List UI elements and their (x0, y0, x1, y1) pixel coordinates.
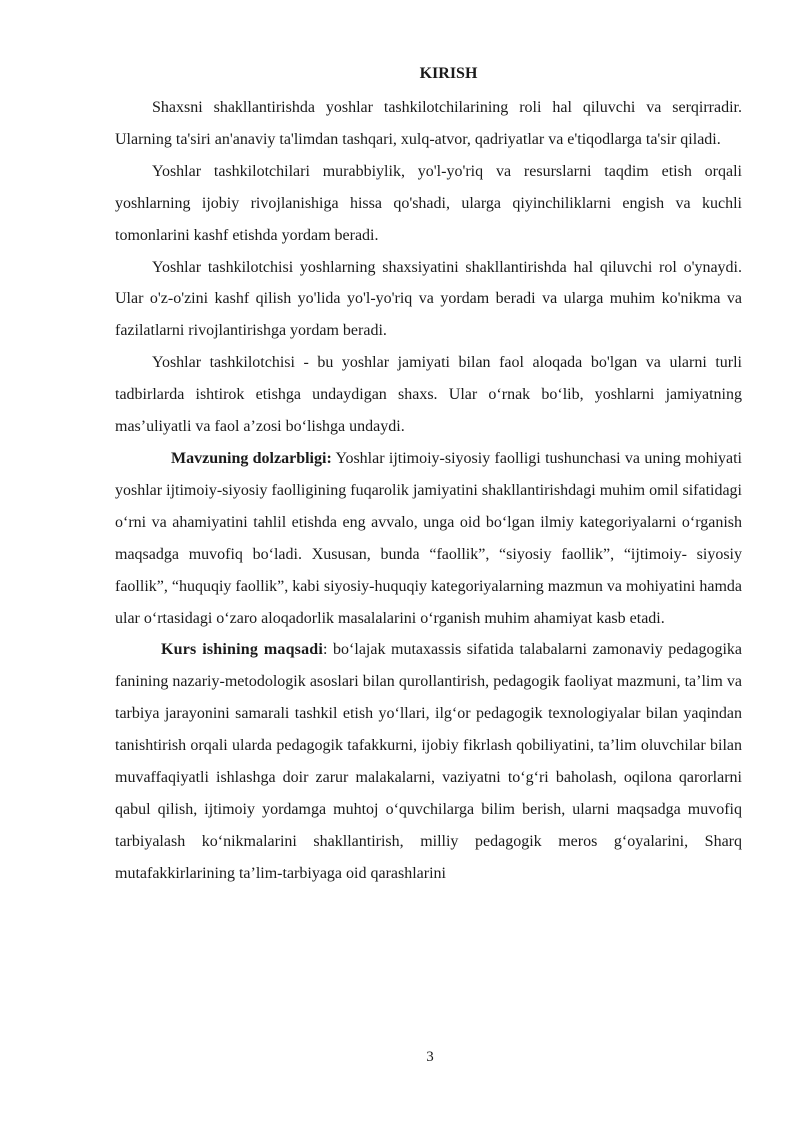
paragraph-text: Shaxsni shakllantirishda yoshlar tashkilotchilarining roli hal qiluvchi va serqirradir. Ularning ta'siri an'anaviy ta'limdan tashqari, xulq-atvor, qadriyatlar va e'tiqodlarga ta'sir qiladi. (115, 99, 742, 148)
paragraph-relevance (115, 443, 742, 634)
paragraph-4 (115, 347, 742, 443)
page-number: 3 (426, 1049, 434, 1065)
paragraph-text: Yoshlar ijtimoiy-siyosiy faolligi tushunchasi va uning mohiyati yoshlar ijtimoiy-siyosiy faolligining fuqarolik jamiyatini shakllantirishdagi muhim omil sifatidagi o‘rni va ahamiyatini tahlil etishda eng avvalo, unga oid bo‘lgan ilmiy kategoriyalarni o‘rganish maqsadga muvofiq bo‘ladi. Xususan, bunda “faollik”, “siyosiy faollik”, “ijtimoiy- siyosiy faollik”, “huquqiy faollik”, kabi siyosiy-huquqiy kategoriyalarning mazmun va mohiyatini hamda ular o‘rtasidagi o‘zaro aloqadorlik masalalarini o‘rganish muhim ahamiyat kasb etadi. (115, 449, 743, 627)
paragraph-text: Yoshlar tashkilotchisi - bu yoshlar jamiyati bilan faol aloqada bo'lgan va ularni turli tadbirlarda ishtirok etishga undaydigan shaxs. Ular o‘rnak bo‘lib, yoshlarni jamiyatning mas’uliyatli va faol a’zosi bo‘lishga undaydi. (115, 354, 742, 436)
paragraph-1 (115, 92, 742, 156)
paragraph-text: Yoshlar tashkilotchilari murabbiylik, yo'l-yo'riq va resurslarni taqdim etish orqali yoshlarning ijobiy rivojlanishiga hissa qo'shadi, ularga qiyinchiliklarni engish va kuchli tomonlarini kashf etishda yordam beradi. (115, 162, 742, 244)
paragraph-2 (115, 156, 742, 252)
paragraph-goal (115, 634, 742, 889)
paragraph-3 (115, 252, 742, 348)
paragraph-text: Yoshlar tashkilotchisi yoshlarning shaxsiyatini shakllantirishda hal qiluvchi rol o'ynaydi. Ular o'z-o'zini kashf qilish yo'lida yo'l-yo'riq va yordam beradi va ularga muhim ko'nikma va fazilatlarni rivojlantirishga yordam beradi. (115, 258, 742, 340)
document-page (115, 64, 742, 890)
paragraph-lead: Mavzuning dolzarbligi: (171, 449, 332, 467)
paragraph-lead: Kurs ishining maqsadi (161, 641, 324, 659)
page-title: KIRISH (419, 65, 478, 82)
paragraph-text: : bo‘lajak mutaxassis sifatida talabalarni zamonaviy pedagogika fanining nazariy-metodologik asoslari bilan qurollantirish, pedagogik faoliyat mazmuni, ta’lim va tarbiya jarayonini samarali tashkil etish yo‘llari, ilg‘or pedagogik texnologiyalar bilan yaqindan tanishtirish orqali ularda pedagogik tafakkurni, ijobiy fikrlash qobiliyatini, ta’lim oluvchilar bilan muvaffaqiyatli ishlashga doir zarur malakalarni, vaziyatni to‘g‘ri baholash, oqilona qarorlarni qabul qilish, ijtimoiy yordamga muhtoj o‘quvchilarga bilim berish, ularni maqsadga muvofiq tarbiyalash ko‘nikmalarini shakllantirish, milliy pedagogik meros g‘oyalarini, Sharq mutafakkirlarining ta’lim-tarbiyaga oid qarashlarini (115, 641, 743, 882)
